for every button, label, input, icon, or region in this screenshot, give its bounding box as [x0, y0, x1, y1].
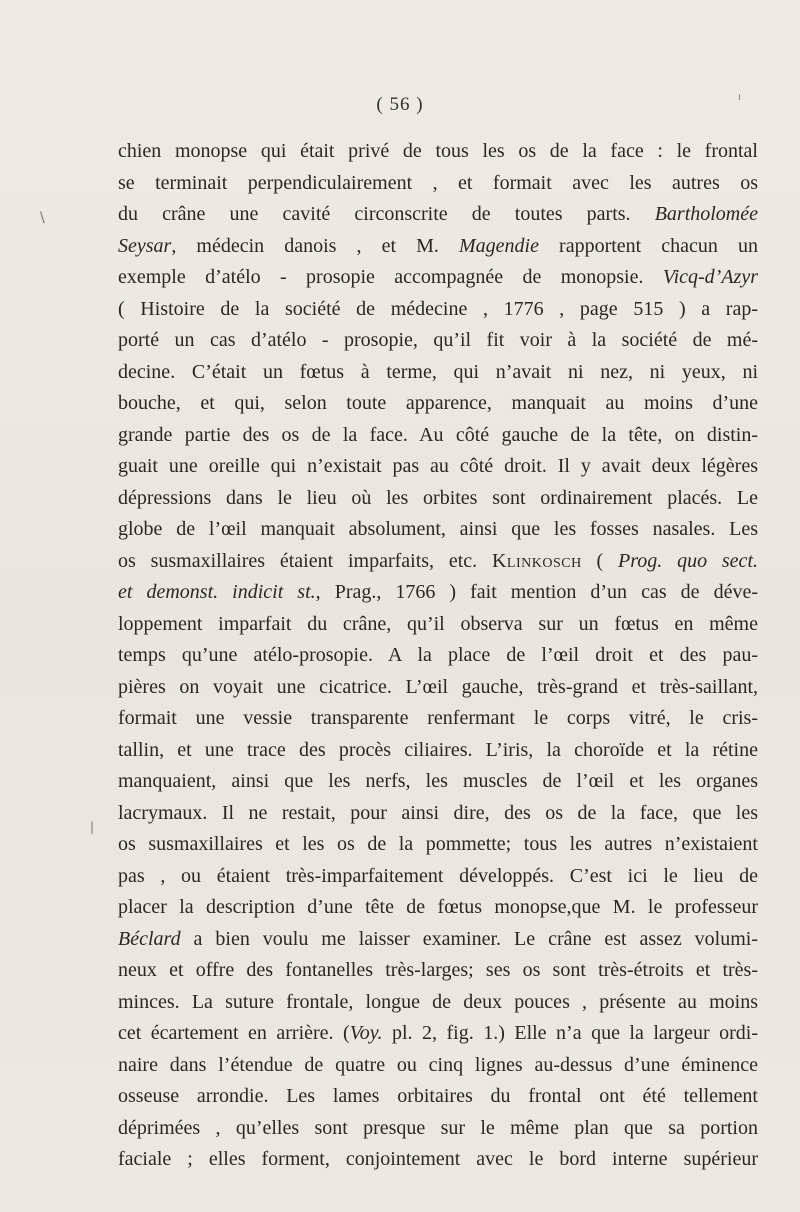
text-run: osseuse arrondie. Les lames orbitaires du frontal ont été tellement	[118, 1085, 758, 1107]
text-run: lacrymaux. Il ne restait, pour ainsi dire, des os de la face, que les	[118, 801, 758, 824]
text-run: loppement imparfait du crâne, qu’il observa sur un fœtus en même	[118, 612, 758, 635]
text-run: os susmaxillaires et les os de la pommette; tous les autres n’existaient	[118, 833, 758, 855]
text-line	[118, 766, 758, 798]
text-line	[118, 703, 758, 735]
text-run: (	[581, 549, 619, 572]
text-run: porté un cas d’atélo - prosopie, qu’il fit voir à la société de mé-	[118, 329, 758, 351]
text-run: os susmaxillaires étaient imparfaits, etc.	[118, 549, 492, 572]
text-line	[118, 325, 758, 357]
italic-run: Magendie	[458, 234, 539, 257]
text-run: temps qu’une atélo-prosopie. A la place de l’œil droit et des pau-	[118, 644, 758, 666]
text-run: naire dans l’étendue de quatre ou cinq lignes au-dessus d’une éminence	[118, 1053, 758, 1076]
text-line	[118, 1081, 758, 1113]
text-run: pas , ou étaient très-imparfaitement développés. C’est ici le lieu de	[118, 864, 758, 887]
text-line	[118, 577, 758, 609]
margin-mark: |	[90, 820, 95, 834]
text-line	[118, 829, 758, 861]
text-line	[118, 892, 758, 924]
text-run: placer la description d’une tête de fœtus monopse,que M. le professeur	[118, 896, 758, 918]
text-line	[118, 420, 758, 452]
text-run: exemple d’atélo - prosopie accompagnée de monopsie.	[118, 266, 663, 288]
margin-mark: \	[40, 210, 45, 226]
text-run: neux et offre des fontanelles très-larges; ses os sont très-étroits et très-	[118, 959, 758, 981]
text-run: formait une vessie transparente renfermant le corps vitré, le cris-	[118, 707, 758, 729]
text-run: pl. 2, fig. 1.) Elle n’a que la largeur ordi-	[382, 1022, 758, 1044]
text-line	[118, 483, 758, 515]
text-run: déprimées , qu’elles sont presque sur le même plan que sa portion	[118, 1116, 758, 1139]
text-line	[118, 735, 758, 767]
text-line	[118, 262, 758, 294]
text-line	[118, 924, 758, 956]
page-number: ( 56 )	[376, 94, 424, 115]
text-line	[118, 1144, 758, 1176]
italic-run: Béclard	[118, 927, 181, 950]
text-run: du crâne une cavité circonscrite de toutes parts.	[118, 203, 655, 225]
text-run: tallin, et une trace des procès ciliaires. L’iris, la choroïde et la rétine	[118, 738, 758, 761]
body-text	[118, 136, 758, 1176]
text-line	[118, 640, 758, 672]
text-run: se terminait perpendiculairement , et formait avec les autres os	[118, 171, 758, 194]
text-line	[118, 514, 758, 546]
text-run: bouche, et qui, selon toute apparence, manquait au moins d’une	[118, 392, 758, 414]
text-line	[118, 798, 758, 830]
text-line	[118, 609, 758, 641]
text-line	[118, 199, 758, 231]
text-run: globe de l’œil manquait absolument, ainsi que les fosses nasales. Les	[118, 518, 758, 540]
margin-mark: ı	[738, 92, 741, 103]
italic-run: et demonst. indicit st.	[118, 581, 316, 603]
text-line	[118, 861, 758, 893]
text-run: cet écartement en arrière. (	[118, 1022, 350, 1044]
italic-run: Voy.	[349, 1022, 383, 1044]
text-run: minces. La suture frontale, longue de deux pouces , présente au moins	[118, 990, 758, 1013]
text-line	[118, 1113, 758, 1145]
text-line	[118, 136, 758, 168]
text-line	[118, 955, 758, 987]
text-run: dépressions dans le lieu où les orbites sont ordinairement placés. Le	[118, 486, 758, 509]
text-run: guait une oreille qui n’existait pas au côté droit. Il y avait deux légères	[118, 455, 758, 477]
italic-run: Vicq-d’Azyr	[662, 266, 758, 288]
text-run: , Prag., 1766 ) fait mention d’un cas de déve-	[315, 581, 758, 603]
text-run: grande partie des os de la face. Au côté gauche de la tête, on distin-	[118, 423, 758, 446]
text-run: a bien voulu me laisser examiner. Le crâne est assez volumi-	[180, 927, 758, 950]
text-line	[118, 672, 758, 704]
text-line	[118, 168, 758, 200]
text-run: , médecin danois , et M.	[171, 234, 459, 257]
text-line	[118, 546, 758, 578]
text-line	[118, 987, 758, 1019]
text-line	[118, 231, 758, 263]
italic-run: Prog. quo sect.	[618, 549, 758, 572]
smallcaps-run: Klinkosch	[491, 549, 582, 572]
italic-run: Seysar	[118, 234, 172, 257]
text-line	[118, 1050, 758, 1082]
text-run: decine. C’était un fœtus à terme, qui n’avait ni nez, ni yeux, ni	[118, 360, 758, 383]
text-run: pières on voyait une cicatrice. L’œil gauche, très-grand et très-saillant,	[118, 675, 758, 698]
text-run: ( Histoire de la société de médecine , 1776 , page 515 ) a rap-	[118, 297, 758, 320]
text-line	[118, 451, 758, 483]
text-line	[118, 1018, 758, 1050]
text-line	[118, 294, 758, 326]
text-run: faciale ; elles forment, conjointement avec le bord interne supérieur	[118, 1148, 758, 1170]
text-line	[118, 357, 758, 389]
text-run: manquaient, ainsi que les nerfs, les muscles de l’œil et les organes	[118, 770, 758, 792]
text-run: chien monopse qui était privé de tous les os de la face : le frontal	[118, 140, 758, 162]
text-line	[118, 388, 758, 420]
italic-run: Bartholomée	[654, 203, 758, 225]
text-run: rapportent chacun un	[538, 234, 758, 257]
